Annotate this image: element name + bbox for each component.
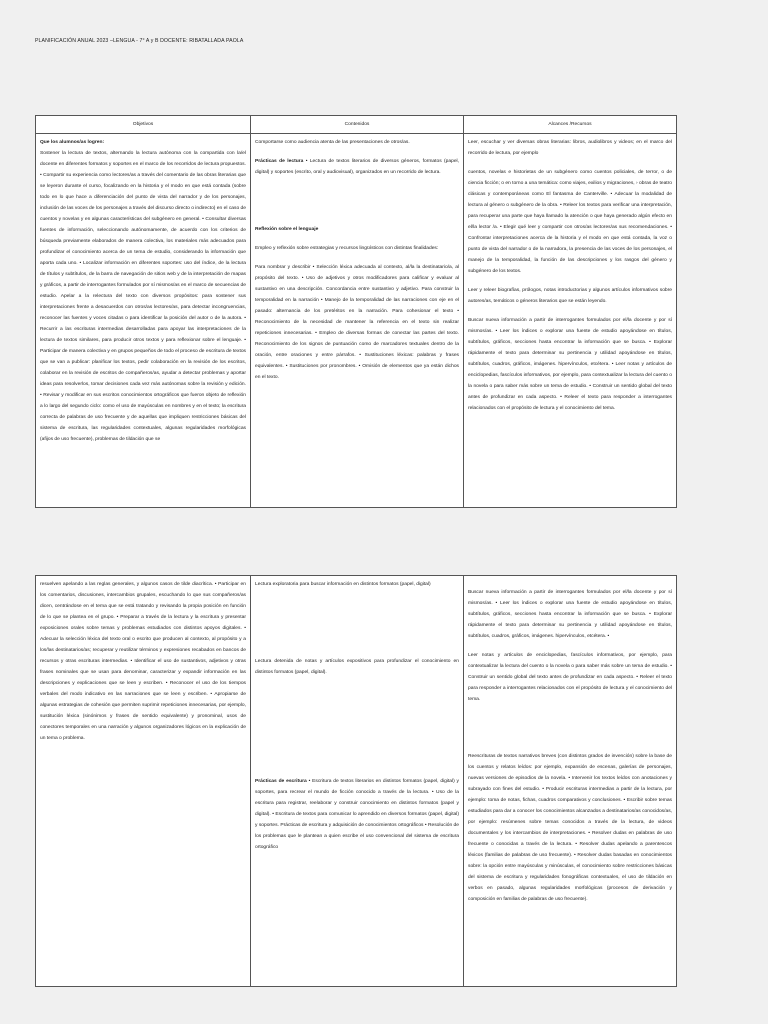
alcances-busqueda: Buscar nueva información a partir de interrogantes formulados por el/la docente y por sí mismos/as. • Leer los índices o explorar una fuente de estudio apoyándose en títulos, subtítulos, gráficos, secciones hasta encontrar la información que se busca. • Explorar rápidamente el texto para determinar su pertinencia y utilidad apoyándose en títulos, subtítulos, cuadros, gráficos, imágenes. hipervínculos, etcétera. • xyxy=(468,590,672,639)
alcances-paragraph-3: Leer y releer biografías, prólogos, notas introductorias y algunos artículos informativos sobre autores/as, temáticos o géneros literarios que se están leyendo. xyxy=(468,288,672,304)
column-header-contenidos: Contenidos xyxy=(251,116,464,134)
reflexion-intro: Empleo y reflexión sobre estrategias y recursos lingüísticos con distintas finalidades: xyxy=(255,246,439,251)
objetivos-text-continued: resuelven apelando a las reglas generales, y algunos casos de tilde diacrítica. • Participar en los comentarios, discusiones, intercambios grupales, escuchando lo que sus compañeros/as dicen, centrándose en el tema que se está tratando y revisando la propia posición en función de lo que se plantea en el grupo. • Preparar a través de la lectura y la escritura y presentar exposiciones orales sobre temas y problemas estudiados con distintos apoyos digitales. • Adecuar la selección léxica del texto oral o escrito que producen al contexto, al propósito y a los/las destinatarios/as; recuperar y reutilizar términos y expresiones recabados en bancos de recursos y otras escrituras intermedias. • Identificar el uso de sustantivos, adjetivos y otras frases nominales que se usan para denominar, caracterizar y expandir información en las descripciones y explicaciones que se leen y escriben. • Reconocer el uso de los tiempos verbales del modo indicativo en las narraciones que se leen y escriben. • Apropiarse de algunas estrategias de cohesión que permiten suprimir repeticiones innecesarias, por ejemplo, sustitución léxica (sinónimos y frases de sentido equivalente) y pronominal, usos de conectores temporales en una narración y algunos organizadores lógicos en la explicación de un tema o problema. xyxy=(40,582,246,741)
contenidos-lectura-exploratoria: Lectura exploratoria para buscar información en distintos formatos (papel, digital) xyxy=(255,582,431,587)
contenidos-lectura-detenida: Lectura detenida de notas y artículos expositivos para profundizar el conocimiento en distintos formatos (papel, digital). xyxy=(255,659,459,675)
document-header: PLANIFICACIÓN ANUAL 2023 –LENGUA - 7° A y B DOCENTE: RIBATALLADA PAOLA xyxy=(35,38,244,44)
objetivos-text: Sostener la lectura de textos, alternando la lectura autónoma con la compartida con la/el docente en diferentes formatos y soportes en el marco de los recorridos de lectura propuestos. • Compartir su experiencia como lectores/as a través del comentario de las obras literarias que se leyeron durante el curso, focalizando en la historia y el modo en que está contada (sobre todo en lo que hace a diferenciación del punto de vista del narrador y de los personajes, inclusión de las voces de los personajes a través del discurso directo o indirecto) en el caso de cuentos y novelas y en algunas características del subgénero en general. • Consultar diversas fuentes de información, seleccionando autónomamente, de acuerdo con los criterios de búsqueda previamente elaborados de manera colectiva, los materiales más adecuados para profundizar el conocimiento acerca de un tema de estudio, considerando la información que aporta cada uno. • Localizar información en diferentes soportes: uso del índice, de la lectura de títulos y subtítulos, de la barra de navegación de sitios web y de la interpretación de mapas y gráficos, a partir de interrogantes formulados por sí mismos/as en el marco de secuencias de estudio. Apelar a la relectura del texto con diversos propósitos: para sostener sus interpretaciones frente a desacuerdos con otros/as lectores/as, para detectar incongruencias, reconocer las fuentes y voces citadas o para identificar la posición del autor o de la autora. • Recurrir a las escrituras intermedias desarrolladas para apoyar las interpretaciones de la lectura de textos similares, para producir otros textos y para reflexionar sobre el lenguaje. • Participar de manera colectiva y en grupos pequeños de todo el proceso de escritura de textos que se van a publicar: planificar los textos, pedir colaboración en la revisión de los escritos, colaborar en la revisión de escritos de compañeros/as, ayudar a detectar problemas y aportar ideas para resolverlos, tomar decisiones cada vez más autónomas sobre la revisión y edición. • Revisar y modificar en sus escritos conocimientos ortográficos que fueron objeto de reflexión a lo largo del segundo ciclo: como el uso de mayúsculas en nombres y en el texto; la escritura correcta de palabras de uso frecuente y de aquellas que impliquen restricciones básicas del sistema de escritura, las regularidades contextuales, algunas regularidades morfológicas (afijos de uso frecuente), problemas de tildación que se xyxy=(40,151,246,442)
alcances-cell-continued xyxy=(464,576,677,987)
contenidos-cell xyxy=(251,134,464,508)
column-header-objetivos: Objetivos xyxy=(36,116,251,134)
contenidos-cell-continued xyxy=(251,576,464,987)
practicas-lectura xyxy=(255,156,459,178)
practicas-escritura xyxy=(255,776,459,853)
alcances-paragraph-1: Leer, escuchar y ver diversas obras literarias: libros, audiolibros y videos; en el marco del recorrido de lectura, por ejemplo xyxy=(468,140,672,156)
reflexion-title: Reflexión sobre el lenguaje xyxy=(255,227,319,232)
planning-table-page-2 xyxy=(35,575,677,987)
reflexion-text: Para nombrar y describir • Selección léxica adecuada al contexto, al/la la destinatario/a, al propósito del texto. • Uso de adjetivos y otros modificadores para calificar y evaluar al sustantivo en una descripción. Concordancia entre sustantivo y adjetivo. Para construir la temporalidad en la narración • Manejo de la temporalidad de las narraciones con eje en el pasado: alternancia de los pretéritos en la narración. Para cohesionar el texto • Reconocimiento de la necesidad de mantener la referencia en el texto sin realizar repeticiones innecesarias. • Empleo de diversas formas de conectar las partes del texto. Reconocimiento de los signos de puntuación como de marcadores textuales dentro de la oración, entre oraciones y entre párrafos. • Sustituciones léxicas: palabras y frases equivalentes. • Sustituciones por pronombres. • Omisión de elementos que ya están dichos en el texto. xyxy=(255,265,459,380)
contenidos-intro: Comportarse como audiencia atenta de las presentaciones de otros/as. xyxy=(255,140,410,145)
column-header-alcances: Alcances /Recursos xyxy=(464,116,677,134)
objetivos-cell-continued xyxy=(36,576,251,987)
practicas-lectura-text: • Lectura de textos literarios de diversos géneros, formatos (papel, digital) y soportes (escrito, oral y audiovisual), organizados en un recorrido de lectura. xyxy=(255,159,459,175)
alcances-escritura: Reescrituras de textos narrativos breves (con distintos grados de invención) sobre la base de los cuentos y relatos leídos: por ejemplo, expansión de escenas, galerías de personajes, nuevas versiones de episodios de la novela. • Intervenir los textos leídos con anotaciones y subrayado con fines del estudio. • Producir escrituras intermedias a partir de la lectura, por ejemplo: toma de notas, fichas, cuadros comparativos y conclusiones. • Escribir sobre temas estudiados para dar a conocer los conocimientos alcanzados a destinatarios/as conocidos/as, por ejemplo: resúmenes sobre temas conocidos a través de la lectura, de videos documentales y los intercambios de interpretaciones. • Resolver dudas en palabras de uso frecuente o conocidas a través de la lectura. • Resolver dudas apelando a parentescos léxicos (familias de palabras de uso frecuente). • Resolver dudas basadas en conocimientos sobre: la opción entre mayúsculas y minúsculas, el conocimiento sobre restricciones básicas del sistema de escritura y regularidades fonográficas contextuales, el uso de tildación en verbos en pasado, algunas regularidades morfológicas (procesos de derivación y composición en familias de palabras de uso frecuente). xyxy=(468,754,672,902)
objetivos-title: Que los alumnos/as logren: xyxy=(40,140,105,145)
alcances-notas: Leer notas y artículos de enciclopedias, fascículos informativos, por ejemplo, para contextualizar la lectura del cuento o la novela o para saber más sobre un tema de estudio. • Construir un sentido global del texto antes de profundizar en cada aspecto. • Releer el texto para responder a interrogantes relacionados con el propósito de lectura y el conocimiento del tema. xyxy=(468,653,672,702)
objetivos-cell xyxy=(36,134,251,508)
practicas-lectura-label: Prácticas de lectura xyxy=(255,159,304,164)
alcances-paragraph-2: cuentos, novelas e historietas de un subgénero como cuentos policiales, de terror, o de ciencia ficción; o en torno a una temática: como viajes, exilios y migraciones, › obras de teatro clásicas y contemporáneas como El fantasma de Canterville. • Adecuar la modalidad de lectura al género o subgénero de la obra. • Releer los textos para verificar una interpretación, para recuperar una parte que haya llamado la atención o que haya generado algún efecto en el/la lector /a. • Elegir qué leer y compartir con otros/as lectores/as sus recomendaciones. • Confrontar interpretaciones acerca de la historia y el modo en que está contada, la voz o punto de vista del narrador o de la narradora, la presencia de las voces de los personajes, el manejo de la temporalidad, la función de las descripciones y los rasgos del género y subgénero de los textos. xyxy=(468,170,672,274)
practicas-escritura-label: Prácticas de escritura xyxy=(255,779,307,784)
planning-table-page-1 xyxy=(35,115,677,508)
alcances-cell xyxy=(464,134,677,508)
alcances-paragraph-4: Buscar nueva información a partir de interrogantes formulados por el/la docente y por sí mismos/as. • Leer los índices o explorar una fuente de estudio apoyándose en títulos, subtítulos, gráficos, secciones hasta encontrar la información que se busca. • Explorar rápidamente el texto para determinar su pertinencia y utilidad apoyándose en títulos, subtítulos, cuadros, gráficos, imágenes. hipervínculos, etcétera. • Leer notas y artículos de enciclopedias, fascículos informativos, por ejemplo, para contextualizar la lectura del cuento o la novela o para saber más sobre un tema de estudio. • Construir un sentido global del texto antes de profundizar en cada aspecto. • Releer el texto para responder a interrogantes relacionados con el propósito de lectura y el conocimiento del tema. xyxy=(468,318,672,411)
practicas-escritura-text: • Escritura de textos literarios en distintos formatos (papel, digital) y soportes, para recrear el mundo de ficción conocido a través de la lectura. • Uso de la escritura para registrar, reelaborar y construir conocimiento en distintos formatos (papel y digital). • Escritura de textos para comunicar lo aprendido en diversos formatos (papel, digital) y soportes. Prácticas de escritura y adquisición de conocimientos ortográficos • Resolución de los problemas que le plantean a quien escribe el uso convencional del sistema de escritura ortográfico xyxy=(255,779,459,850)
